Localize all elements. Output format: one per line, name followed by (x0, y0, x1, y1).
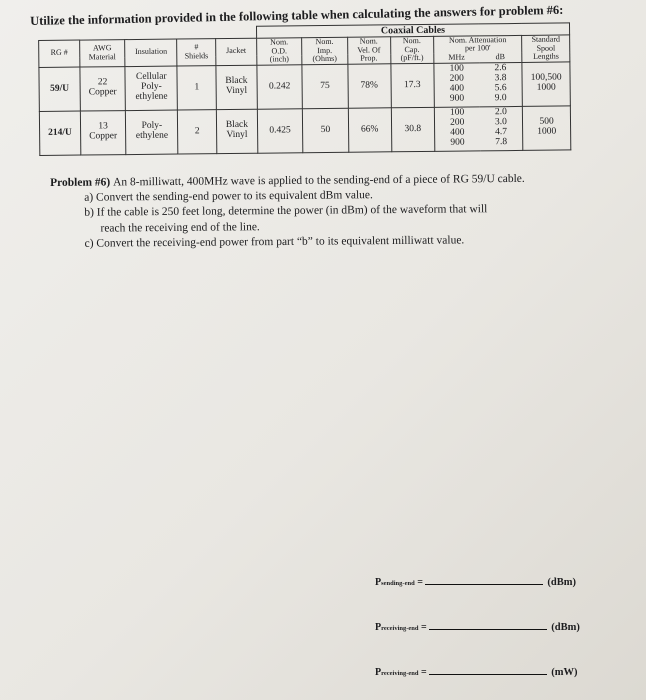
cell-od: 0.242 (257, 64, 303, 109)
cell-imp: 75 (302, 64, 348, 109)
cell-spool: 100,500 1000 (522, 62, 570, 107)
header-spool: Standard Spool Lengths (522, 35, 570, 62)
answer-receiving-end-dbm: Preceiving-end = (dBm) (375, 622, 580, 633)
header-od: Nom. O.D. (inch) (256, 38, 302, 65)
cell-cap: 17.3 (391, 63, 435, 108)
table-row (39, 106, 570, 156)
cell-shields: 1 (177, 65, 216, 110)
cell-jacket: Black Vinyl (216, 65, 257, 110)
part-b: b) If the cable is 250 feet long, determine the power (in dBm) of the waveform that will reach the receiving end of the line. (84, 203, 488, 235)
header-attenuation: Nom. Attenuation per 100' (433, 35, 522, 53)
table-title: Coaxial Cables (256, 23, 569, 38)
cell-mhz: 100 200 400 900 (434, 63, 480, 108)
coaxial-cables-table (38, 22, 571, 156)
table-row (39, 62, 570, 112)
answer-blank[interactable] (429, 629, 547, 630)
part-a: a) Convert the sending-end power to its equivalent dBm value. (84, 189, 373, 204)
cell-jacket: Black Vinyl (216, 109, 257, 154)
cell-insulation: Poly- ethylene (126, 110, 179, 155)
cell-imp: 50 (303, 108, 349, 153)
cell-db: 2.6 3.8 5.6 9.0 (479, 62, 523, 107)
header-insulation: Insulation (125, 39, 177, 66)
header-db: dB (479, 53, 522, 63)
answer-blank[interactable] (425, 584, 543, 585)
header-imp: Nom. Imp. (Ohms) (302, 37, 348, 64)
problem-heading: Problem #6) An 8-milliwatt, 400MHz wave is applied to the sending-end of a piece of RG 59/U cable. (50, 172, 525, 189)
cell-awg: 13 Copper (80, 110, 126, 155)
header-mhz: MHz (434, 53, 479, 63)
answer-sending-end-dbm: Psending-end = (dBm) (375, 577, 577, 588)
cell-db: 2.0 3.0 4.7 7.8 (480, 106, 524, 151)
header-jacket: Jacket (216, 38, 257, 65)
header-awg: AWG Material (79, 40, 125, 67)
cell-rg: 59/U (39, 67, 80, 112)
problem-6 (50, 172, 525, 252)
header-shields: # Shields (177, 39, 216, 66)
cell-insulation: Cellular Poly- ethylene (125, 66, 178, 111)
cell-vel: 66% (348, 108, 392, 153)
answer-receiving-end-mw: Preceiving-end = (mW) (375, 667, 578, 678)
answer-blank[interactable] (429, 674, 547, 675)
header-cap: Nom. Cap. (pF/ft.) (390, 36, 433, 63)
part-c: c) Convert the receiving-end power from part “b” to its equivalent milliwatt value. (84, 234, 465, 250)
cell-awg: 22 Copper (80, 66, 126, 111)
cell-mhz: 100 200 400 900 (434, 107, 480, 152)
cell-spool: 500 1000 (523, 106, 571, 151)
cell-cap: 30.8 (391, 107, 435, 152)
cell-rg: 214/U (39, 111, 80, 156)
cell-od: 0.425 (257, 109, 303, 154)
header-vel: Nom. Vel. Of Prop. (347, 37, 390, 64)
intro-text: Utilize the information provided in the following table when calculating the answers for problem #6: (30, 2, 564, 28)
cell-vel: 78% (347, 63, 391, 108)
header-rg: RG # (39, 40, 80, 67)
cell-shields: 2 (178, 109, 217, 154)
